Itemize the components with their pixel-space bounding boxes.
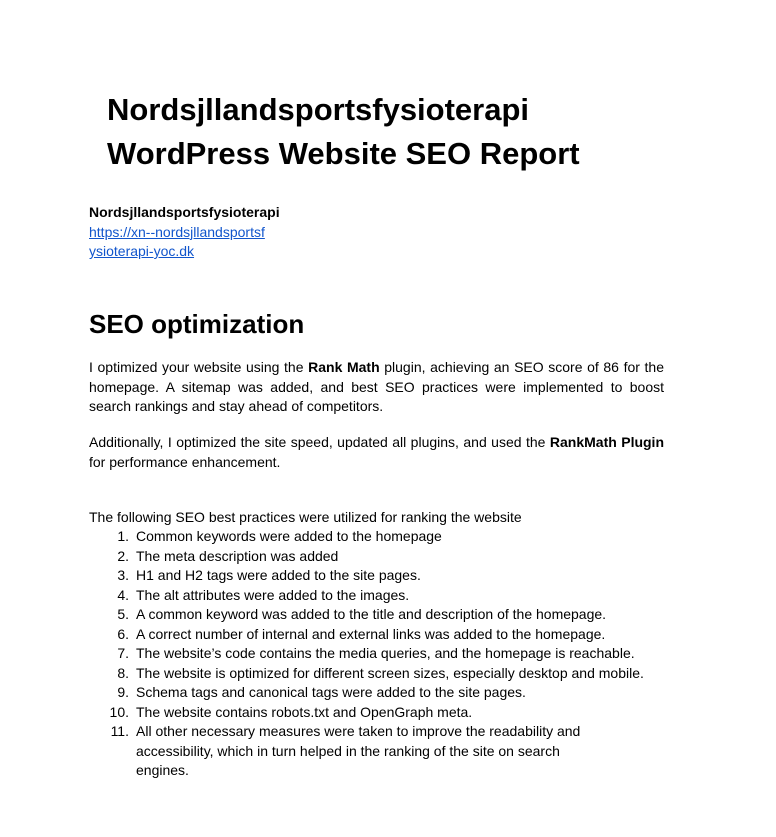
- list-item-text: Schema tags and canonical tags were added to the site pages.: [136, 684, 526, 700]
- list-item: [89, 664, 689, 684]
- list-item: [89, 644, 689, 664]
- list-item-text: The meta description was added: [136, 547, 339, 564]
- list-item-text: A correct number of internal and external links was added to the homepage.: [136, 625, 606, 642]
- list-item: [89, 683, 689, 703]
- list-item-text: A common keyword was added to the title and description of the homepage.: [136, 606, 607, 622]
- list-item: [89, 722, 689, 781]
- list-item-number: 9.: [117, 684, 129, 700]
- site-info: [89, 203, 280, 262]
- list-item-number: 3.: [117, 567, 129, 583]
- paragraph-rank-math-text-a: I optimized your website using the: [89, 359, 309, 375]
- list-intro: The following SEO best practices were utilized for ranking the website: [89, 509, 522, 525]
- list-item-text: Common keywords were added to the homepage: [136, 528, 442, 544]
- list-item: [89, 605, 689, 625]
- list-item-text: The website is optimized for different screen sizes, especially desktop and mobile.: [136, 664, 644, 681]
- report-title-line-2: WordPress Website SEO Report: [107, 136, 580, 171]
- list-item-number: 6.: [117, 625, 129, 642]
- list-item: [89, 625, 689, 645]
- list-item-number: 10.: [109, 703, 129, 720]
- seo-practices-list: [89, 527, 689, 781]
- paragraph-site-speed-bold: RankMath Plugin: [549, 434, 665, 450]
- list-item-number: 1.: [117, 528, 129, 544]
- paragraph-site-speed: [89, 433, 664, 472]
- list-item-text: All other necessary measures were taken to improve the readability and accessibility, which in turn helped in the ranking of the site on search engines.: [136, 723, 581, 778]
- paragraph-rank-math: [89, 358, 664, 417]
- report-title-line-1: Nordsjllandsportsfysioterapi: [107, 92, 530, 127]
- list-item-number: 8.: [117, 664, 129, 681]
- list-item-text: H1 and H2 tags were added to the site pages.: [136, 567, 421, 583]
- list-item: [89, 566, 689, 586]
- site-name: Nordsjllandsportsfysioterapi: [89, 204, 280, 220]
- list-item-number: 4.: [117, 586, 129, 603]
- list-item-number: 5.: [117, 606, 129, 622]
- paragraph-site-speed-text-c: for performance enhancement.: [89, 453, 281, 470]
- list-item-number: 11.: [110, 723, 129, 739]
- list-item: [89, 547, 689, 567]
- list-item: [89, 527, 689, 547]
- list-item-text: The website contains robots.txt and OpenGraph meta.: [136, 703, 473, 720]
- list-item-number: 7.: [117, 645, 129, 661]
- site-url-link[interactable]: https://xn--nordsjllandsportsfysioterapi-yoc.dk: [89, 223, 265, 259]
- list-item: [89, 586, 689, 606]
- paragraph-rank-math-text-c: plugin, achieving an SEO score of 86 for the homepage. A sitemap was added, and best SEO practices were implemented to boost search rankings and stay ahead of competitors.: [89, 359, 664, 414]
- list-item-text: The website’s code contains the media queries, and the homepage is reachable.: [136, 645, 635, 661]
- list-item-text: The alt attributes were added to the images.: [136, 586, 410, 603]
- list-item: [89, 703, 689, 723]
- paragraph-rank-math-bold: Rank Math: [308, 359, 380, 375]
- report-title: [107, 88, 580, 176]
- section-title: SEO optimization: [89, 309, 305, 339]
- list-item-number: 2.: [117, 547, 129, 564]
- paragraph-site-speed-text-a: Additionally, I optimized the site speed, updated all plugins, and used the: [89, 434, 550, 450]
